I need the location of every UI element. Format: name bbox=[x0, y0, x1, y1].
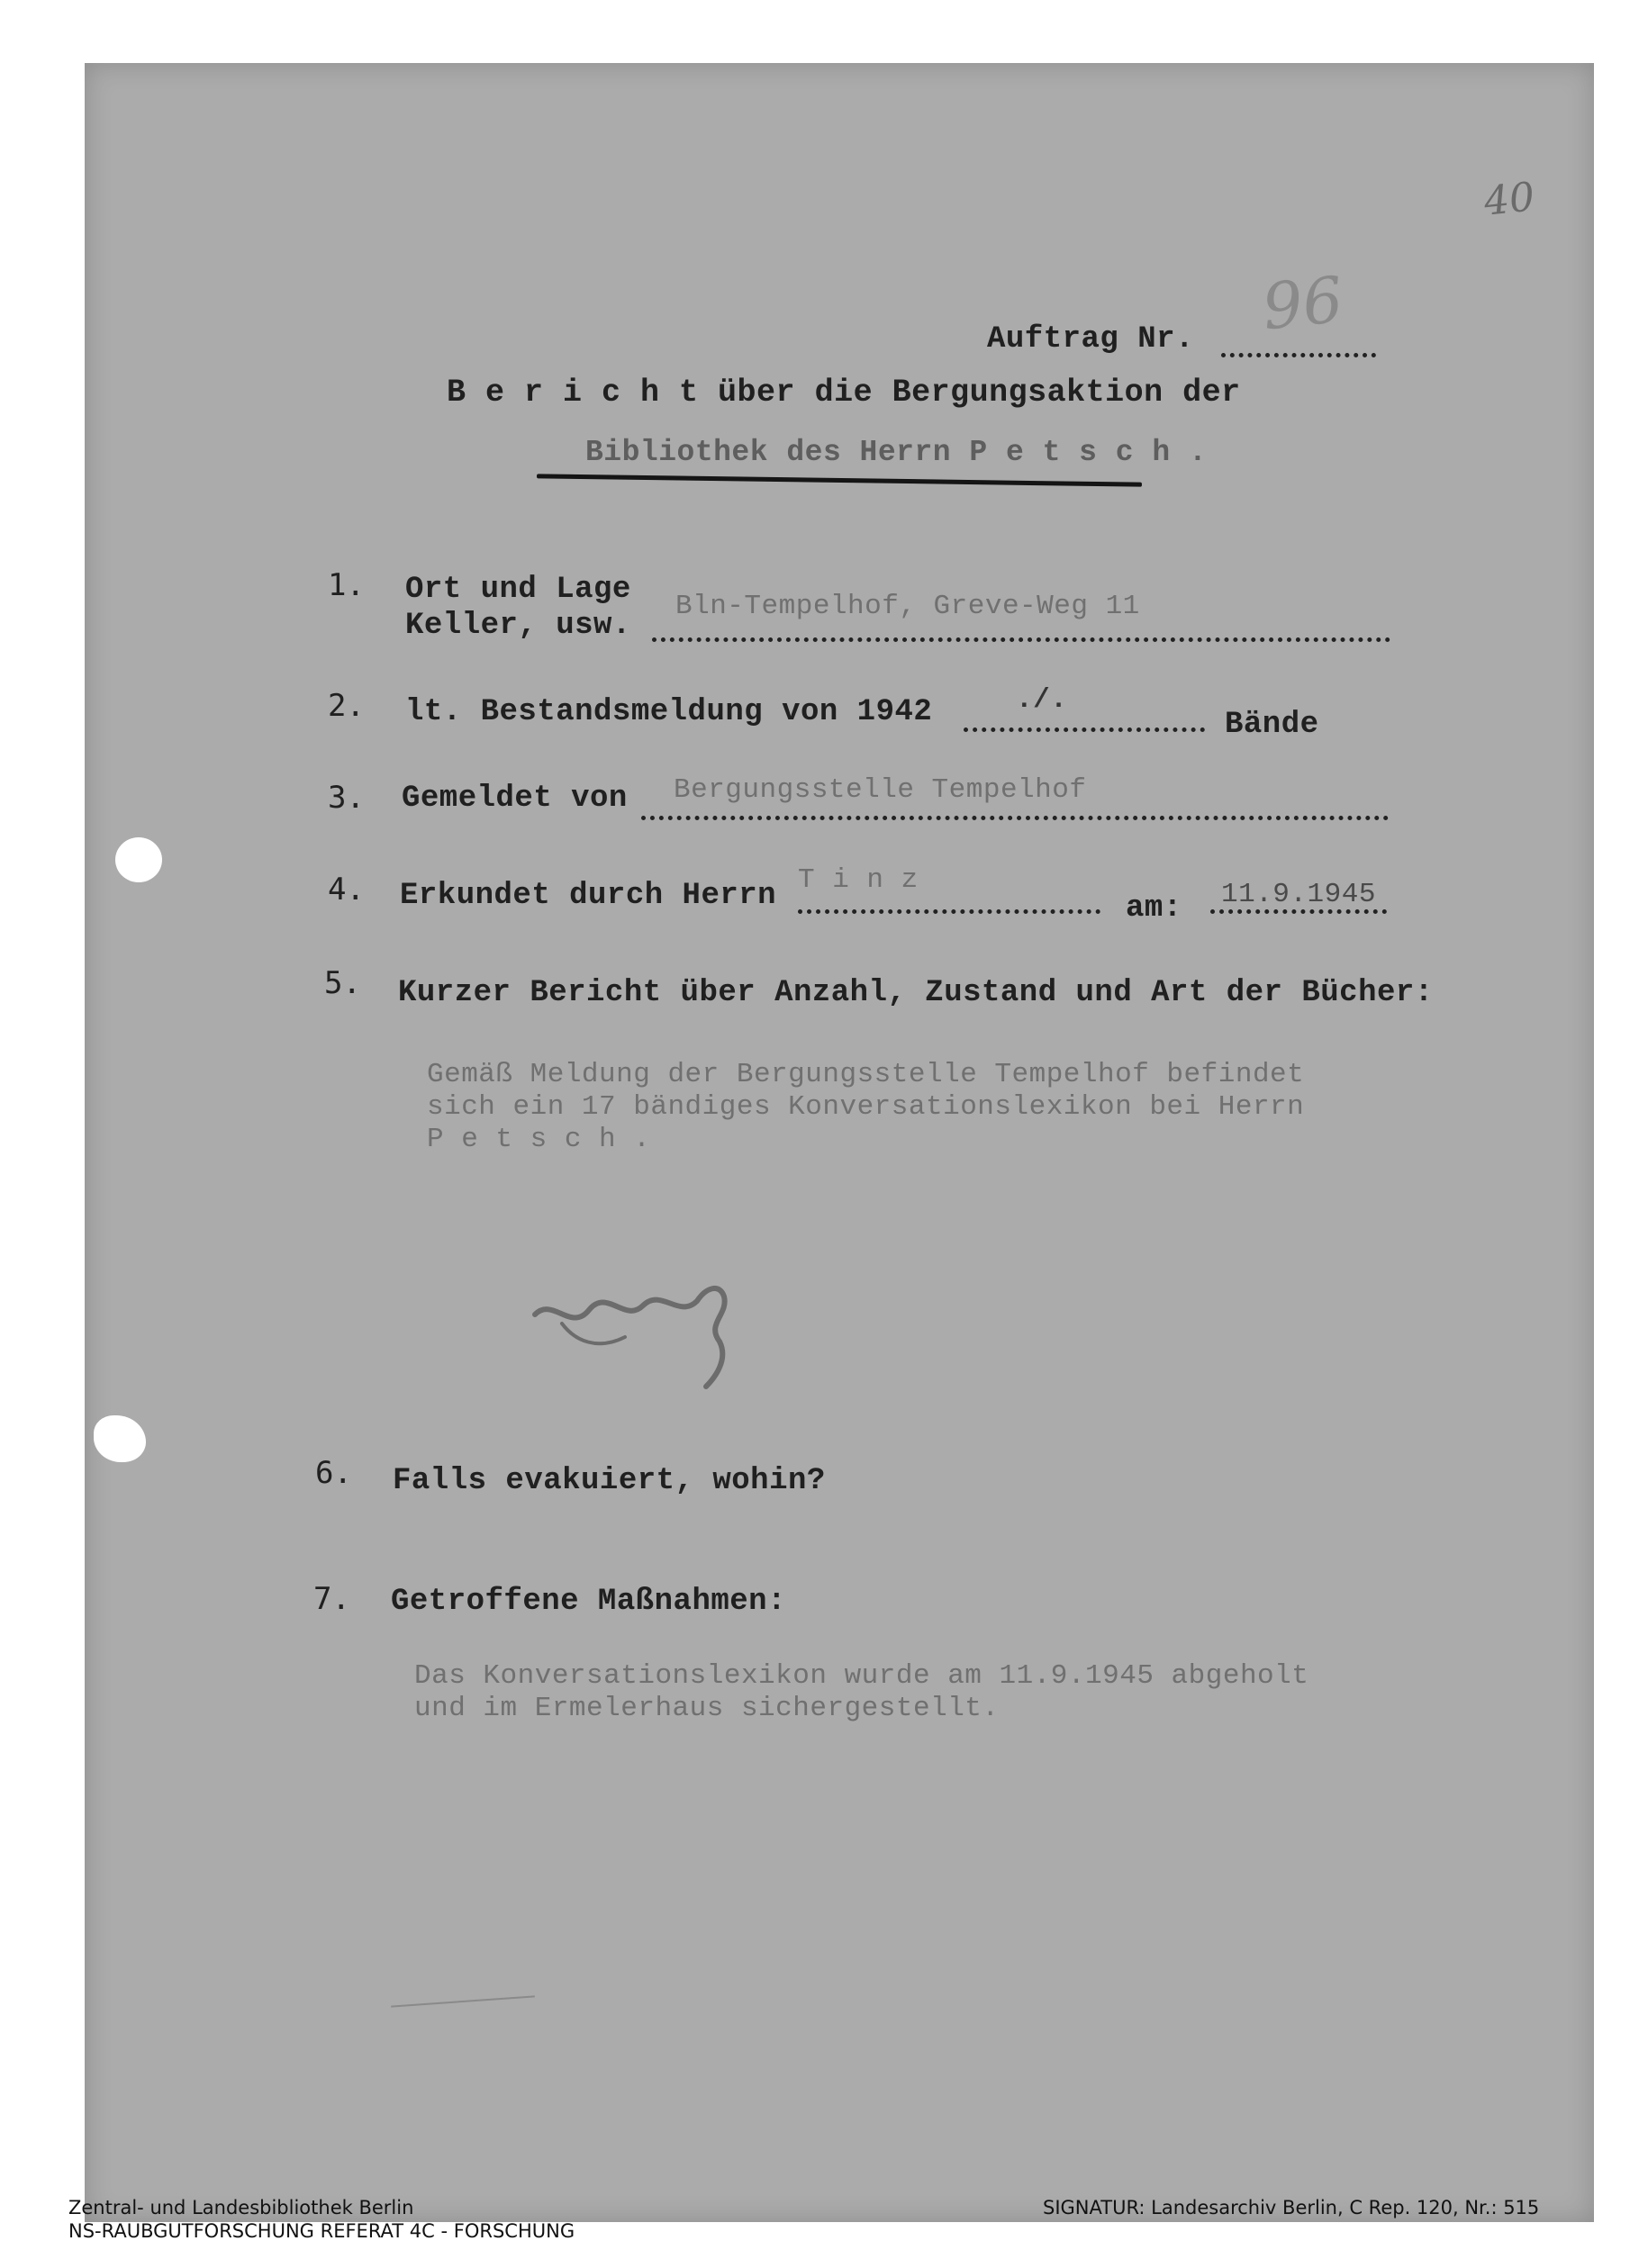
footer-signatur: SIGNATUR: Landesarchiv Berlin, C Rep. 120, Nr.: 515 bbox=[1043, 2197, 1540, 2218]
item-5-body-line1: Gemäß Meldung der Bergungsstelle Tempelhof befindet bbox=[427, 1059, 1305, 1090]
item-5-body-line3: P e t s c h . bbox=[427, 1124, 651, 1155]
footer-institution: Zentral- und Landesbibliothek Berlin bbox=[68, 2197, 414, 2218]
handwritten-signature bbox=[526, 1261, 760, 1396]
item-6-label: Falls evakuiert, wohin? bbox=[393, 1464, 826, 1498]
report-title-line1: B e r i c h t über die Bergungsaktion der bbox=[447, 375, 1241, 411]
item-4-date-dots bbox=[1210, 909, 1387, 914]
item-4-label: Erkundet durch Herrn bbox=[400, 879, 777, 913]
item-4-date-value: 11.9.1945 bbox=[1221, 879, 1376, 910]
item-4-dots bbox=[798, 909, 1100, 914]
report-title-line2: Bibliothek des Herrn P e t s c h . bbox=[585, 436, 1208, 469]
item-7-body-line1: Das Konversationslexikon wurde am 11.9.1945 abgeholt bbox=[414, 1660, 1309, 1692]
item-1-label-line2: Keller, usw. bbox=[405, 609, 631, 643]
item-2-suffix: Bände bbox=[1225, 708, 1319, 742]
auftrag-dots bbox=[1221, 353, 1376, 357]
item-1-value: Bln-Tempelhof, Greve-Weg 11 bbox=[675, 591, 1140, 622]
item-1-label-line1: Ort und Lage bbox=[405, 573, 631, 607]
item-3-number: 3. bbox=[328, 780, 365, 816]
item-5-body-line2: sich ein 17 bändiges Konversationslexikon bei Herrn bbox=[427, 1091, 1305, 1123]
item-7-label: Getroffene Maßnahmen: bbox=[391, 1585, 786, 1619]
item-3-label: Gemeldet von bbox=[402, 782, 628, 816]
item-2-label: lt. Bestandsmeldung von 1942 bbox=[405, 695, 933, 729]
auftrag-number-handwritten: 96 bbox=[1258, 262, 1347, 345]
item-5-label: Kurzer Bericht über Anzahl, Zustand und Art der Bücher: bbox=[398, 976, 1434, 1010]
item-5-number: 5. bbox=[324, 965, 361, 1001]
item-7-body-line2: und im Ermelerhaus sichergestellt. bbox=[414, 1693, 1000, 1724]
punch-hole-top bbox=[115, 837, 162, 882]
item-1-number: 1. bbox=[328, 567, 365, 603]
item-3-value: Bergungsstelle Tempelhof bbox=[674, 774, 1087, 806]
auftrag-label: Auftrag Nr. bbox=[987, 322, 1194, 357]
item-4-value: T i n z bbox=[798, 864, 919, 896]
handwritten-page-number: 40 bbox=[1481, 174, 1537, 225]
item-2-value: ./. bbox=[1016, 684, 1068, 716]
item-7-number: 7. bbox=[313, 1581, 350, 1617]
footer-department: NS-RAUBGUTFORSCHUNG REFERAT 4C - FORSCHUNG bbox=[68, 2220, 575, 2242]
item-1-dots bbox=[652, 637, 1390, 642]
item-4-date-label: am: bbox=[1126, 891, 1182, 926]
item-2-number: 2. bbox=[328, 688, 365, 724]
item-6-number: 6. bbox=[315, 1455, 352, 1491]
item-4-number: 4. bbox=[328, 872, 365, 908]
item-2-dots bbox=[964, 727, 1205, 732]
item-3-dots bbox=[641, 816, 1389, 820]
